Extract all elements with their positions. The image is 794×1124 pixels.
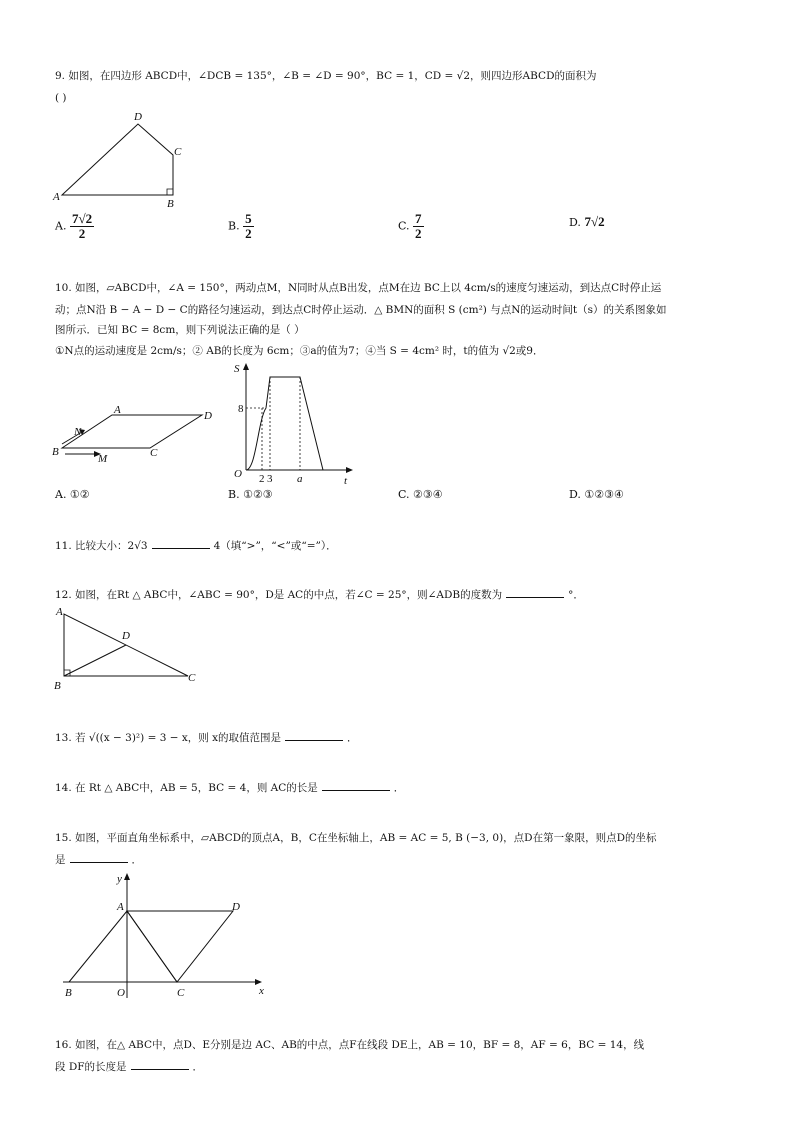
q12-answer-blank[interactable] (506, 587, 564, 598)
q13-stem: 13. 若 √((x − 3)²) = 3 − x，则 x的取值范围是 ． (55, 732, 358, 744)
q9-option-c[interactable]: C. $\frac{7}{2}$ (398, 211, 422, 241)
q9-label-c: C (174, 146, 182, 158)
q9-option-d[interactable]: D. 7√2 (569, 214, 605, 229)
q9-answer-paren: ( ) (55, 92, 67, 104)
q16-answer-blank[interactable] (131, 1059, 189, 1070)
q10-stem-line2: 动；点N沿 B − A − D − C的路径匀速运动，到达点C时停止运动．△ BMN的面积 S (cm²) 与点N的运动时间t（s）的关系图象如 (55, 304, 667, 316)
q10-parallelogram-figure (50, 400, 220, 470)
q14-answer-blank[interactable] (322, 780, 390, 791)
q9-label-a: A (53, 191, 60, 203)
q10-option-b[interactable]: B. ①②③ (228, 488, 273, 501)
q12-label-b: B (54, 680, 61, 692)
q10-label-a: A (114, 404, 121, 416)
q10-graph-origin: O (234, 468, 242, 480)
q16-stem-line2: 段 DF的长度是 ． (55, 1061, 204, 1073)
q16-stem-line1: 16. 如图，在△ ABC中，点D、E分别是边 AC、AB的中点，点F在线段 DE上，AB = 10，BF = 8，AF = 6，BC = 14，线 (55, 1039, 645, 1051)
q15-label-x: x (259, 985, 264, 997)
q15-stem-line1: 15. 如图，平面直角坐标系中，▱ABCD的顶点A，B，C在坐标轴上，AB = AC = 5, B (−3, 0)，点D在第一象限，则点D的坐标 (55, 832, 657, 844)
q10-graph-tick-8: 8 (238, 403, 244, 415)
q15-label-a: A (117, 901, 124, 913)
q10-stem-line3: 图所示．已知 BC = 8cm，则下列说法正确的是（ ） (55, 324, 305, 336)
q15-answer-blank[interactable] (70, 852, 128, 863)
q9-option-b[interactable]: B. $\frac{5}{2}$ (228, 211, 252, 241)
q10-label-b: B (52, 446, 59, 458)
q15-label-b: B (65, 987, 72, 999)
q12-triangle-figure (50, 602, 210, 694)
q10-graph-axis-s: S (234, 363, 240, 375)
q15-label-o: O (117, 987, 125, 999)
q14-stem: 14. 在 Rt △ ABC中，AB = 5，BC = 4，则 AC的长是 ． (55, 782, 405, 794)
q15-label-d: D (232, 901, 240, 913)
q9-label-b: B (167, 198, 174, 208)
q10-graph-tick-a: a (297, 473, 303, 485)
q10-graph-tick-2: 2 (259, 473, 265, 485)
q15-label-c: C (177, 987, 185, 999)
q11-answer-blank[interactable] (152, 538, 210, 549)
q9-stem: 9. 如图，在四边形 ABCD中，∠DCB = 135°，∠B = ∠D = 90°，BC = 1，CD = √2，则四边形ABCD的面积为 (55, 70, 597, 82)
q10-graph-axis-t: t (344, 475, 348, 485)
q9-option-a[interactable]: A. $\frac{7√2}{2}$ (55, 211, 93, 241)
q15-coordinate-figure (55, 868, 275, 1003)
q10-graph-tick-3: 3 (267, 473, 273, 485)
q11-stem: 11. 比较大小：2√3 4（填“>”，“<”或“=”）． (55, 540, 337, 552)
q12-stem: 12. 如图，在Rt △ ABC中，∠ABC = 90°，D是 AC的中点，若∠C = 25°，则∠ADB的度数为 °． (55, 589, 584, 601)
q10-stem-line1: 10. 如图，▱ABCD中，∠A = 150°，两动点M，N同时从点B出发，点M在边 BC上以 4cm/s的速度匀速运动，到达点C时停止运 (55, 282, 662, 294)
q10-option-c[interactable]: C. ②③④ (398, 488, 443, 501)
q10-statements: ①N点的运动速度是 2cm/s；② AB的长度为 6cm；③a的值为7；④当 S = 4cm² 时，t的值为 √2或9． (55, 345, 544, 357)
q10-label-c: C (150, 447, 158, 459)
q9-quadrilateral-figure (50, 108, 200, 208)
q10-label-m: M (98, 453, 108, 465)
q10-label-n: N (74, 426, 82, 438)
q12-label-a: A (56, 606, 63, 618)
q10-option-a[interactable]: A. ①② (55, 488, 90, 501)
q10-option-d[interactable]: D. ①②③④ (569, 488, 624, 501)
q15-label-y: y (117, 873, 122, 885)
q9-label-d: D (134, 111, 142, 123)
q13-answer-blank[interactable] (285, 730, 343, 741)
q15-stem-line2: 是 ． (55, 854, 142, 866)
q10-area-time-graph (228, 360, 358, 485)
q10-label-d: D (204, 410, 212, 422)
q12-label-d: D (122, 630, 130, 642)
q12-label-c: C (188, 672, 196, 684)
